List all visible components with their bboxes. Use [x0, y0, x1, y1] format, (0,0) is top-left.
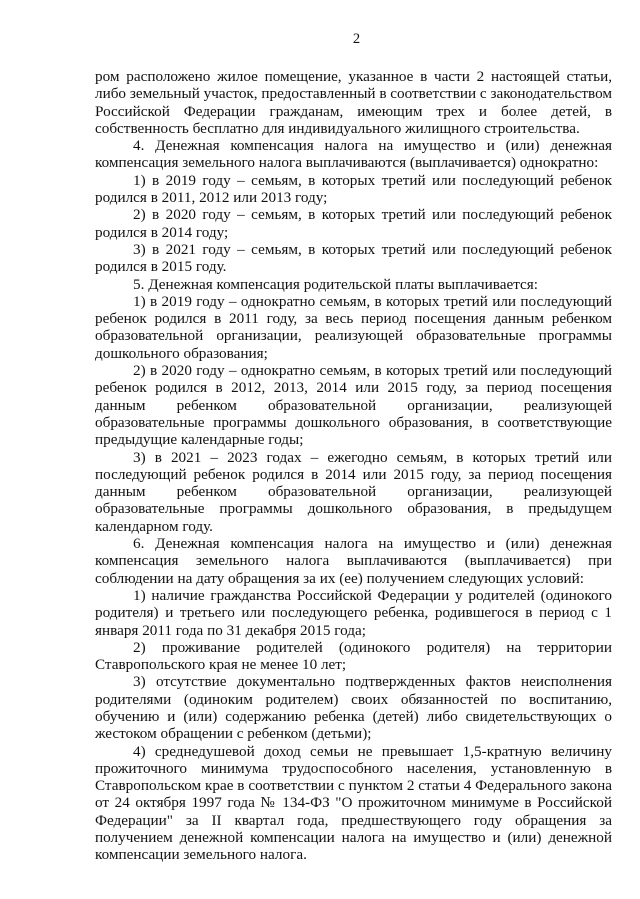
document-body — [95, 68, 612, 864]
list-item: 1) наличие гражданства Российской Федерации у родителей (одинокого родителя) и третьего или последующего ребенка, родившегося в период с 1 января 2011 года по 31 декабря 2015 года; — [95, 586, 612, 639]
list-item: 3) в 2021 – 2023 годах – ежегодно семьям, в которых третий или последующий ребенок родился в 2014 или 2015 году, за период посещения данным ребенком образовательной организации, реализующей образовательные программы дошкольного образования, в предыдущем календарном году. — [95, 448, 612, 535]
list-item: 4) среднедушевой доход семьи не превышает 1,5-кратную величину прожиточного минимума трудоспособного населения, установленную в Ставропольском крае в соответствии с пунктом 2 статьи 4 Федерального закона от 24 октября 1997 года № 134-ФЗ "О прожиточном минимуме в Российской Федерации" за II квартал года, предшествующего году обращения за получением денежной компенсации налога на имущество и (или) денежной компенсации земельного налога. — [95, 742, 612, 864]
paragraph: ром расположено жилое помещение, указанное в части 2 настоящей статьи, либо земельный участок, предоставленный в соответствии с законодательством Российской Федерации гражданам, имеющим трех и более детей, в собственность бесплатно для индивидуального жилищного строительства. — [95, 68, 612, 137]
paragraph: 4. Денежная компенсация налога на имущество и (или) денежная компенсация земельного налога выплачиваются (выплачивается) однократно: — [95, 137, 612, 172]
paragraph: 6. Денежная компенсация налога на имущество и (или) денежная компенсация земельного налога выплачиваются (выплачивается) при соблюдении на дату обращения за их (ее) получением следующих условий: — [95, 535, 612, 587]
list-item: 3) отсутствие документально подтвержденных фактов неисполнения родителями (одиноким родителем) своих обязанностей по воспитанию, обучению и (или) содержанию ребенка (детей) либо свидетельствующих о жестоком обращении с ребенком (детьми); — [95, 673, 612, 743]
list-item: 1) в 2019 году – семьям, в которых третий или последующий ребенок родился в 2011, 2012 или 2013 году; — [95, 171, 612, 207]
paragraph: 5. Денежная компенсация родительской платы выплачивается: — [133, 275, 538, 293]
list-item: 2) в 2020 году – семьям, в которых третий или последующий ребенок родился в 2014 году; — [95, 206, 612, 241]
page-number: 2 — [352, 31, 361, 47]
list-item: 1) в 2019 году – однократно семьям, в которых третий или последующий ребенок родился в 2011 году, за весь период посещения данным ребенком образовательной организации, реализующей образовательные программы дошкольного образования; — [95, 292, 612, 362]
list-item: 3) в 2021 году – семьям, в которых третий или последующий ребенок родился в 2015 году. — [95, 240, 612, 276]
list-item: 2) проживание родителей (одинокого родителя) на территории Ставропольского края не менее 10 лет; — [95, 638, 612, 674]
list-item: 2) в 2020 году – однократно семьям, в которых третий или последующий ребенок родился в 2012, 2013, 2014 или 2015 году, за период посещения данным ребенком образовательной организации, реализующей образовательные программы дошкольного образования, в соответствующие предыдущие календарные годы; — [95, 362, 612, 449]
